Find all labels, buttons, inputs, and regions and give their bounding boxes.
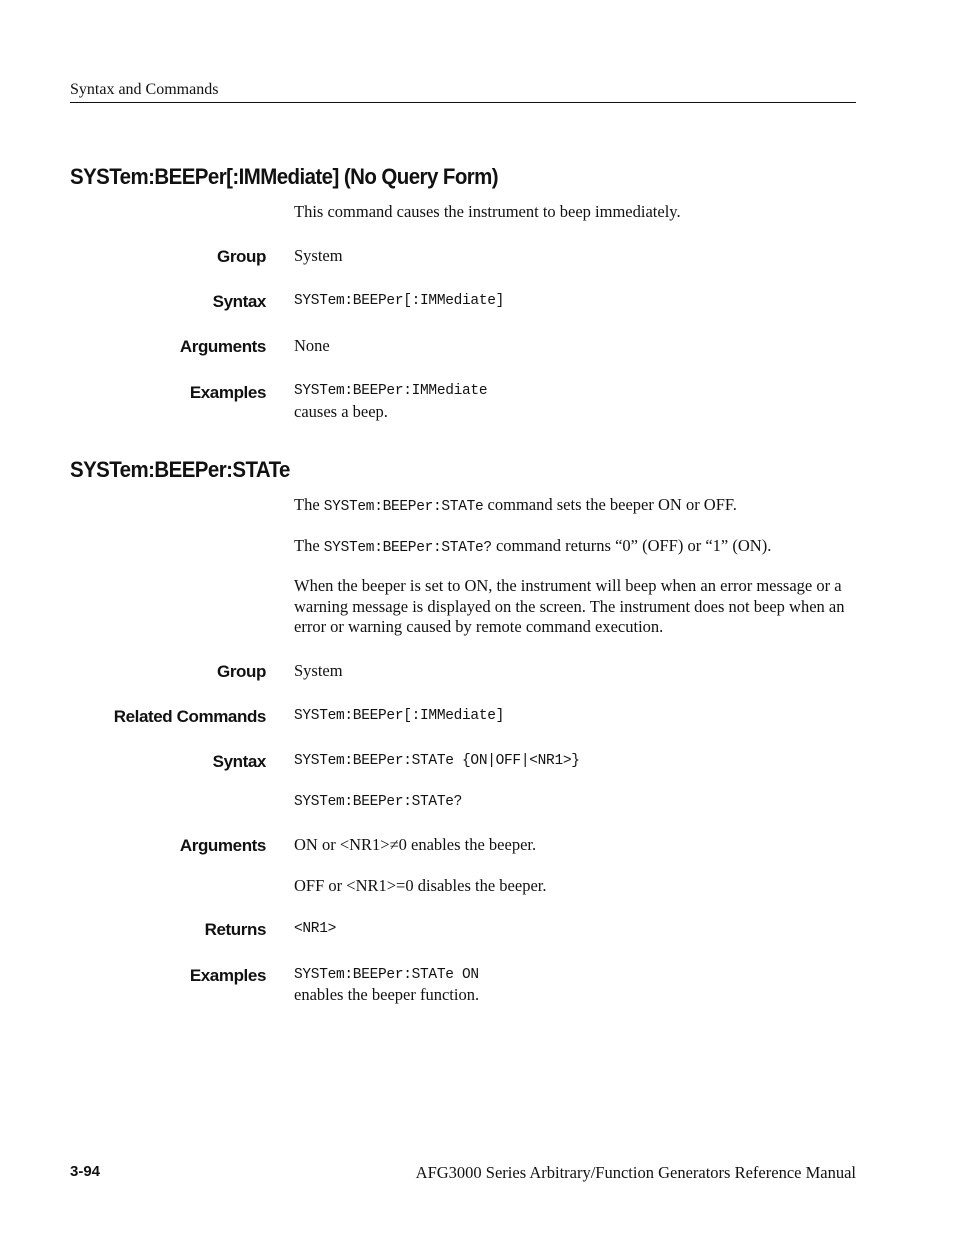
section1-syntax-label: Syntax <box>212 292 266 311</box>
section1-example-text: causes a beep. <box>294 402 388 421</box>
section2-example-text: enables the beeper function. <box>294 985 480 1004</box>
section2-related-code: SYSTem:BEEPer[:IMMediate] <box>294 708 505 724</box>
section2-syntax-code-1: SYSTem:BEEPer:STATe {ON|OFF|<NR1>} <box>294 753 580 769</box>
section2-paragraph-3: When the beeper is set to ON, the instrument will beep when an error message or a warning message is displayed on the screen. The instrument does not beep when an error or warning caused by remote command execution. <box>294 576 845 636</box>
section2-related-label: Related Commands <box>113 707 266 726</box>
section2-arguments-label: Arguments <box>179 836 266 855</box>
section1-arguments-label: Arguments <box>179 337 266 356</box>
section1-group-value: System <box>294 246 343 265</box>
p2-inline-code: SYSTem:BEEPer:STATe? <box>323 540 492 556</box>
section-title-beeper-state: SYSTem:BEEPer:STATe <box>70 457 290 482</box>
section2-examples-label: Examples <box>189 966 266 985</box>
manual-title: AFG3000 Series Arbitrary/Function Generators Reference Manual <box>415 1163 856 1182</box>
section2-returns-code: <NR1> <box>294 921 337 937</box>
section1-arguments-value: None <box>294 336 330 355</box>
section1-group-label: Group <box>217 247 266 266</box>
section2-paragraph-2 <box>294 536 856 559</box>
section2-returns-label: Returns <box>204 920 266 939</box>
p1-prefix: The <box>294 495 324 514</box>
section1-examples-label: Examples <box>189 383 266 402</box>
p2-prefix: The <box>294 536 324 555</box>
section2-argument-1: ON or <NR1>≠0 enables the beeper. <box>294 835 537 854</box>
section1-syntax-code: SYSTem:BEEPer[:IMMediate] <box>294 293 505 309</box>
section-title-beeper-immediate: SYSTem:BEEPer[:IMMediate] (No Query Form) <box>70 164 499 189</box>
p2-suffix: command returns “0” (OFF) or “1” (ON). <box>491 536 772 555</box>
section2-group-label: Group <box>217 662 266 681</box>
p1-suffix: command sets the beeper ON or OFF. <box>483 495 737 514</box>
section2-example-code: SYSTem:BEEPer:STATe ON <box>294 967 479 983</box>
p1-inline-code: SYSTem:BEEPer:STATe <box>323 499 484 515</box>
running-header: Syntax and Commands <box>70 80 856 103</box>
section2-syntax-code-2: SYSTem:BEEPer:STATe? <box>294 794 463 810</box>
section1-description: This command causes the instrument to beep immediately. <box>294 202 681 221</box>
section2-group-value: System <box>294 661 343 680</box>
section2-syntax-label: Syntax <box>212 752 266 771</box>
section2-paragraph-1 <box>294 495 856 518</box>
section2-argument-2: OFF or <NR1>=0 disables the beeper. <box>294 876 547 895</box>
section1-example-code: SYSTem:BEEPer:IMMediate <box>294 383 488 399</box>
page-number: 3-94 <box>70 1163 101 1180</box>
